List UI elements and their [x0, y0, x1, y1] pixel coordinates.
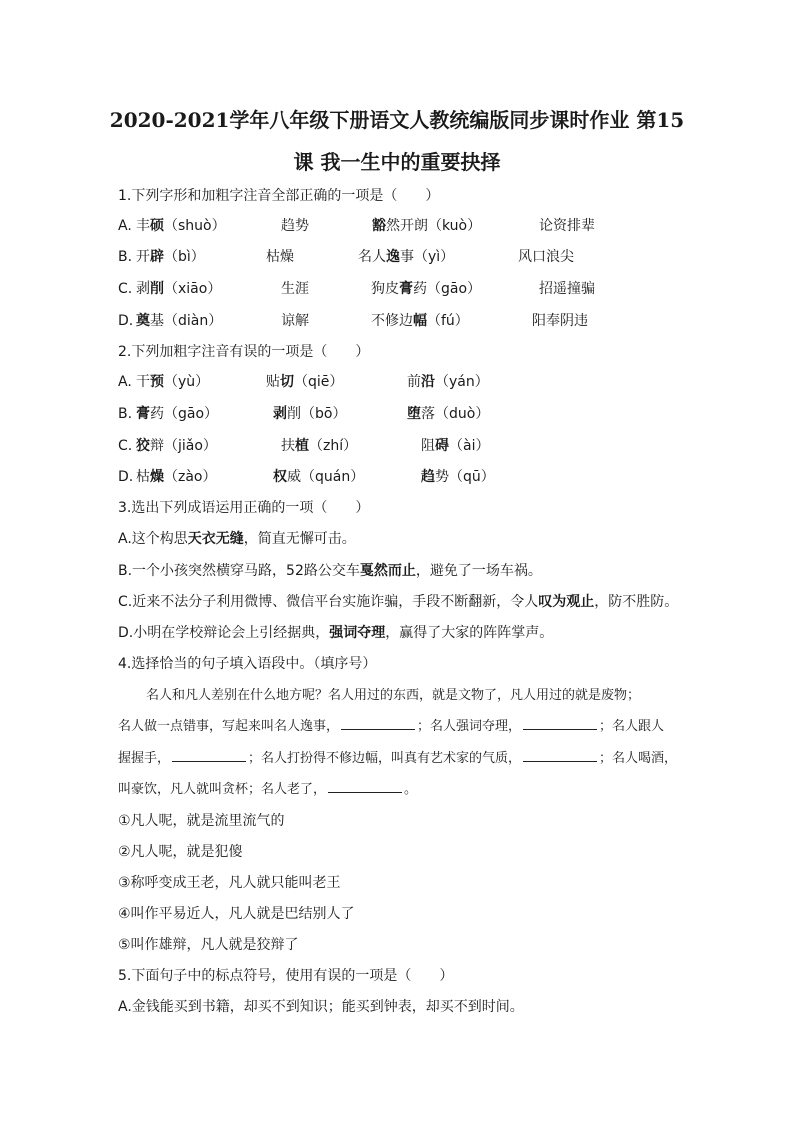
question-5-stem: 5.下面句子中的标点符号，使用有误的一项是（ ） — [118, 968, 454, 984]
option-item: 阻碍（ài） — [421, 438, 490, 454]
question-1-stem: 1.下列字形和加粗字注音全部正确的一项是（ ） — [118, 188, 440, 204]
option-item: 权威（quán） — [273, 469, 365, 485]
option-item: 阳奉阴违 — [532, 313, 588, 329]
question-4-choice-3: ③称呼变成王老，凡人就只能叫老王 — [118, 875, 341, 891]
option-label: D. — [118, 313, 134, 329]
option-item: 奠基（diàn） — [136, 313, 223, 329]
answer-blank[interactable] — [172, 749, 246, 762]
option-item: 不修边幅（fú） — [371, 313, 469, 329]
option-label: B. — [118, 406, 133, 422]
option-label: C. — [118, 438, 133, 454]
option-item: 枯燥（zào） — [136, 469, 217, 485]
question-4-choice-5: ⑤叫作雄辩，凡人就是狡辩了 — [118, 937, 299, 953]
question-4-stem: 4.选择恰当的句子填入语段中。（填序号） — [118, 656, 377, 672]
option-item: 堕落（duò） — [407, 406, 490, 422]
option-item: 丰硕（shuò） — [136, 218, 226, 234]
option-item: 膏药（gāo） — [136, 406, 219, 422]
page-title-line1: 2020-2021学年八年级下册语文人教统编版同步课时作业 第15 — [109, 108, 685, 132]
passage-line: 叫豪饮，凡人就叫贪杯；名人老了， 。 — [118, 782, 418, 797]
option-item: 豁然开朗（kuò） — [372, 218, 482, 234]
option-item: 贴切（qiē） — [266, 374, 344, 390]
option-item: 论资排辈 — [539, 218, 595, 234]
option-item: 狗皮膏药（gāo） — [371, 281, 482, 297]
option-item: 招遥撞骗 — [539, 281, 595, 297]
question-3-stem: 3.选出下列成语运用正确的一项（ ） — [118, 500, 370, 516]
option-item: 谅解 — [281, 313, 309, 329]
question-3-option-a: A.这个构思天衣无缝，简直无懈可击。 — [118, 531, 356, 547]
answer-blank[interactable] — [523, 749, 597, 762]
answer-blank[interactable] — [523, 717, 597, 730]
option-item: 风口浪尖 — [518, 249, 574, 265]
option-label: D. — [118, 469, 134, 485]
answer-blank[interactable] — [341, 717, 415, 730]
question-4-choice-4: ④叫作平易近人，凡人就是巴结别人了 — [118, 906, 355, 922]
option-item: 名人逸事（yì） — [358, 249, 455, 265]
question-3-option-b: B.一个小孩突然横穿马路，52路公交车戛然而止，避免了一场车祸。 — [118, 563, 542, 579]
question-2-stem: 2.下列加粗字注音有误的一项是（ ） — [118, 344, 370, 360]
question-3-option-c: C.近来不法分子利用微博、微信平台实施诈骗，手段不断翻新，令人叹为观止，防不胜防。 — [118, 594, 679, 610]
question-4-choice-2: ②凡人呢，就是犯傻 — [118, 844, 243, 860]
passage-line: 名人做一点错事，写起来叫名人逸事， ；名人强词夺理， ；名人跟人 — [118, 719, 665, 734]
option-label: A. — [118, 218, 132, 234]
option-item: 枯燥 — [266, 249, 294, 265]
question-5-option-a: A.金钱能买到书籍，却买不到知识；能买到钟表，却买不到时间。 — [118, 999, 524, 1015]
option-item: 趋势（qū） — [421, 469, 495, 485]
question-3-option-d: D.小明在学校辩论会上引经据典，强词夺理，赢得了大家的阵阵掌声。 — [118, 625, 554, 641]
option-item: 开辟（bì） — [136, 249, 205, 265]
option-item: 剥削（xiāo） — [136, 281, 222, 297]
option-item: 前沿（yán） — [407, 374, 489, 390]
answer-blank[interactable] — [328, 780, 402, 793]
option-item: 干预（yù） — [136, 374, 210, 390]
passage-line: 握握手， ；名人打扮得不修边幅，叫真有艺术家的气质， ；名人喝酒， — [118, 751, 678, 766]
option-label: C. — [118, 281, 133, 297]
option-item: 扶植（zhí） — [281, 438, 358, 454]
option-item: 生涯 — [281, 281, 309, 297]
option-item: 狡辩（jiǎo） — [136, 438, 217, 454]
option-label: B. — [118, 249, 133, 265]
option-item: 趋势 — [281, 218, 309, 234]
page-title-line2: 课 我一生中的重要抉择 — [293, 150, 501, 174]
question-4-choice-1: ①凡人呢，就是流里流气的 — [118, 813, 285, 829]
passage-line: 名人和凡人差别在什么地方呢？名人用过的东西，就是文物了，凡人用过的就是废物； — [146, 688, 641, 703]
option-item: 剥削（bō） — [273, 406, 347, 422]
option-label: A. — [118, 374, 132, 390]
